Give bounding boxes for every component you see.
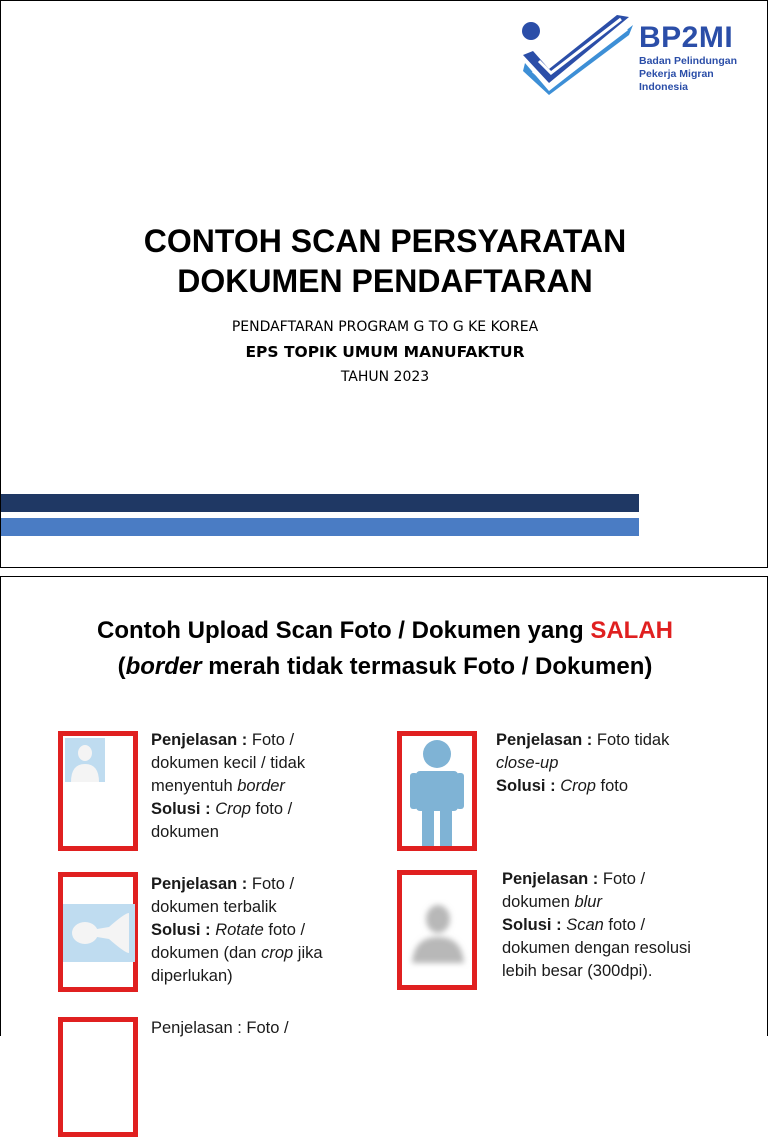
label-penjelasan: Penjelasan : <box>151 875 248 893</box>
desc-italic: close-up <box>496 754 559 772</box>
blurred-avatar-icon <box>402 875 472 985</box>
desc-italic: Crop <box>560 777 596 795</box>
cover-title <box>1 221 769 301</box>
slide-heading-line1 <box>1 613 769 649</box>
example-desc <box>502 868 702 983</box>
heading-text: merah tidak termasuk Foto / Dokumen) <box>201 653 653 680</box>
label-penjelasan: Penjelasan : <box>151 731 248 749</box>
desc-text: Foto / dokumen <box>502 870 646 911</box>
decorative-bar-dark <box>1 494 639 512</box>
label-solusi: Solusi : <box>151 921 211 939</box>
example-desc <box>151 729 341 844</box>
label-solusi: Solusi : <box>496 777 556 795</box>
decorative-bar-light <box>1 518 639 536</box>
rotated-avatar-icon <box>63 877 133 987</box>
examples-slide <box>0 576 768 1036</box>
logo-subtitle <box>639 55 759 94</box>
desc-text: Foto / dokumen terbalik <box>151 875 295 916</box>
example-desc-partial: Penjelasan : Foto / <box>151 1019 289 1037</box>
cover-title-line: CONTOH SCAN PERSYARATAN <box>143 223 627 259</box>
label-solusi: Solusi : <box>151 800 211 818</box>
cover-title-line: DOKUMEN PENDAFTARAN <box>177 263 593 299</box>
desc-text: foto / dokumen dengan resolusi lebih besar (300dpi). <box>502 916 691 980</box>
year-text: TAHUN 2023 <box>340 369 430 385</box>
heading-text: Contoh Upload Scan Foto / Dokumen yang <box>96 617 591 644</box>
cover-slide <box>0 0 768 568</box>
exam-text: EPS TOPIK UMUM MANUFAKTUR <box>245 343 525 361</box>
desc-italic: Rotate <box>215 921 264 939</box>
desc-italic: crop <box>261 944 294 962</box>
example-desc <box>496 729 686 798</box>
desc-italic: Crop <box>215 800 251 818</box>
example-frame-rotated <box>58 872 138 992</box>
example-desc <box>151 873 351 988</box>
desc-text: foto / dokumen (dan <box>151 921 306 962</box>
desc-text: Foto tidak <box>592 731 670 749</box>
slide-heading-line2 <box>1 649 769 685</box>
example-frame-small <box>58 731 138 851</box>
logo-subtitle-line: Indonesia <box>639 81 689 93</box>
label-penjelasan: Penjelasan : <box>496 731 593 749</box>
desc-text: foto / dokumen <box>151 800 293 841</box>
desc-text: jika diperlukan) <box>151 944 323 985</box>
desc-text: Foto / dokumen kecil / tidak menyentuh <box>151 731 306 795</box>
heading-highlight: SALAH <box>590 617 673 644</box>
small-avatar-icon <box>63 736 133 846</box>
desc-italic: blur <box>574 893 602 911</box>
example-frame-partial <box>58 1017 138 1137</box>
example-frame-standing <box>397 731 477 851</box>
bp2mi-check-icon <box>517 11 637 95</box>
example-frame-blurred <box>397 870 477 990</box>
heading-paren: ( <box>117 653 126 680</box>
program-text: PENDAFTARAN PROGRAM G TO G KE KOREA <box>231 319 539 335</box>
desc-italic: border <box>237 777 285 795</box>
bp2mi-logo <box>517 11 757 95</box>
label-solusi: Solusi : <box>502 916 562 934</box>
logo-name: BP2MI <box>639 21 734 54</box>
heading-italic: border <box>125 653 202 680</box>
standing-person-icon <box>402 736 472 846</box>
label-penjelasan: Penjelasan : <box>502 870 599 888</box>
logo-subtitle-line: Pekerja Migran <box>639 68 714 80</box>
desc-italic: Scan <box>566 916 604 934</box>
logo-subtitle-line: Badan Pelindungan <box>639 55 738 67</box>
desc-text: foto <box>595 777 629 795</box>
